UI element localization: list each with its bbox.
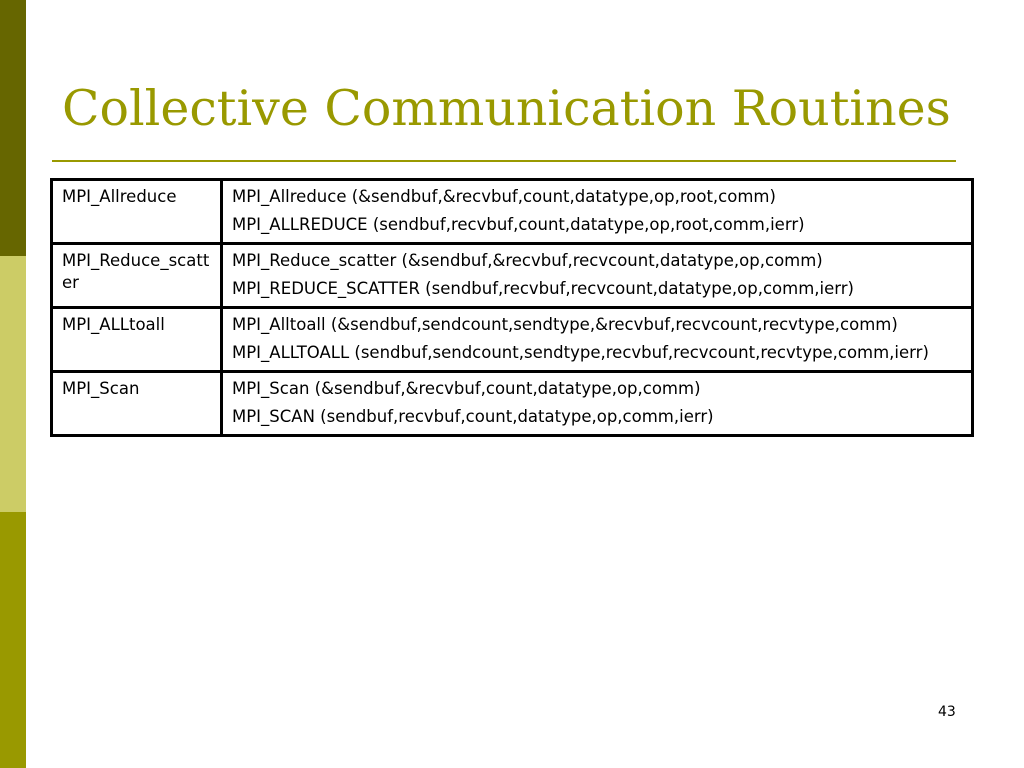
routine-syntax-cell (222, 180, 973, 244)
sidebar-accent-dark (0, 0, 26, 256)
table-row (52, 180, 973, 244)
title-underline (52, 160, 956, 162)
sidebar-accent-mid (0, 512, 26, 768)
fortran-syntax: MPI_ALLTOALL (sendbuf,sendcount,sendtype,recvbuf,recvcount,recvtype,comm,ierr) (232, 342, 929, 362)
sidebar-accent-light (0, 256, 26, 512)
table-row (52, 243, 973, 307)
routine-name: MPI_Allreduce (62, 187, 177, 206)
routine-name-cell (52, 307, 222, 371)
slide-title: Collective Communication Routines (62, 80, 951, 137)
routines-table (50, 178, 974, 437)
routine-name: MPI_Reduce_scatter (62, 250, 210, 292)
routine-name: MPI_ALLtoall (62, 314, 165, 334)
routine-syntax-cell (222, 243, 973, 307)
fortran-syntax: MPI_SCAN (sendbuf,recvbuf,count,datatype,op,comm,ierr) (232, 406, 714, 426)
c-syntax: MPI_Scan (&sendbuf,&recvbuf,count,datatype,op,comm) (232, 378, 701, 398)
table-row (52, 371, 973, 435)
routine-name-cell (52, 371, 222, 435)
table-row (52, 307, 973, 371)
routine-syntax-cell (222, 371, 973, 435)
page-number: 43 (938, 704, 956, 720)
routine-name: MPI_Scan (62, 378, 140, 398)
c-syntax: MPI_Allreduce (&sendbuf,&recvbuf,count,datatype,op,root,comm) (232, 187, 776, 206)
fortran-syntax: MPI_REDUCE_SCATTER (sendbuf,recvbuf,recvcount,datatype,op,comm,ierr) (232, 278, 854, 298)
routine-name-cell (52, 180, 222, 244)
routine-syntax-cell (222, 307, 973, 371)
routine-name-cell (52, 243, 222, 307)
c-syntax: MPI_Reduce_scatter (&sendbuf,&recvbuf,recvcount,datatype,op,comm) (232, 250, 823, 270)
fortran-syntax: MPI_ALLREDUCE (sendbuf,recvbuf,count,datatype,op,root,comm,ierr) (232, 214, 805, 234)
c-syntax: MPI_Alltoall (&sendbuf,sendcount,sendtype,&recvbuf,recvcount,recvtype,comm) (232, 314, 898, 334)
